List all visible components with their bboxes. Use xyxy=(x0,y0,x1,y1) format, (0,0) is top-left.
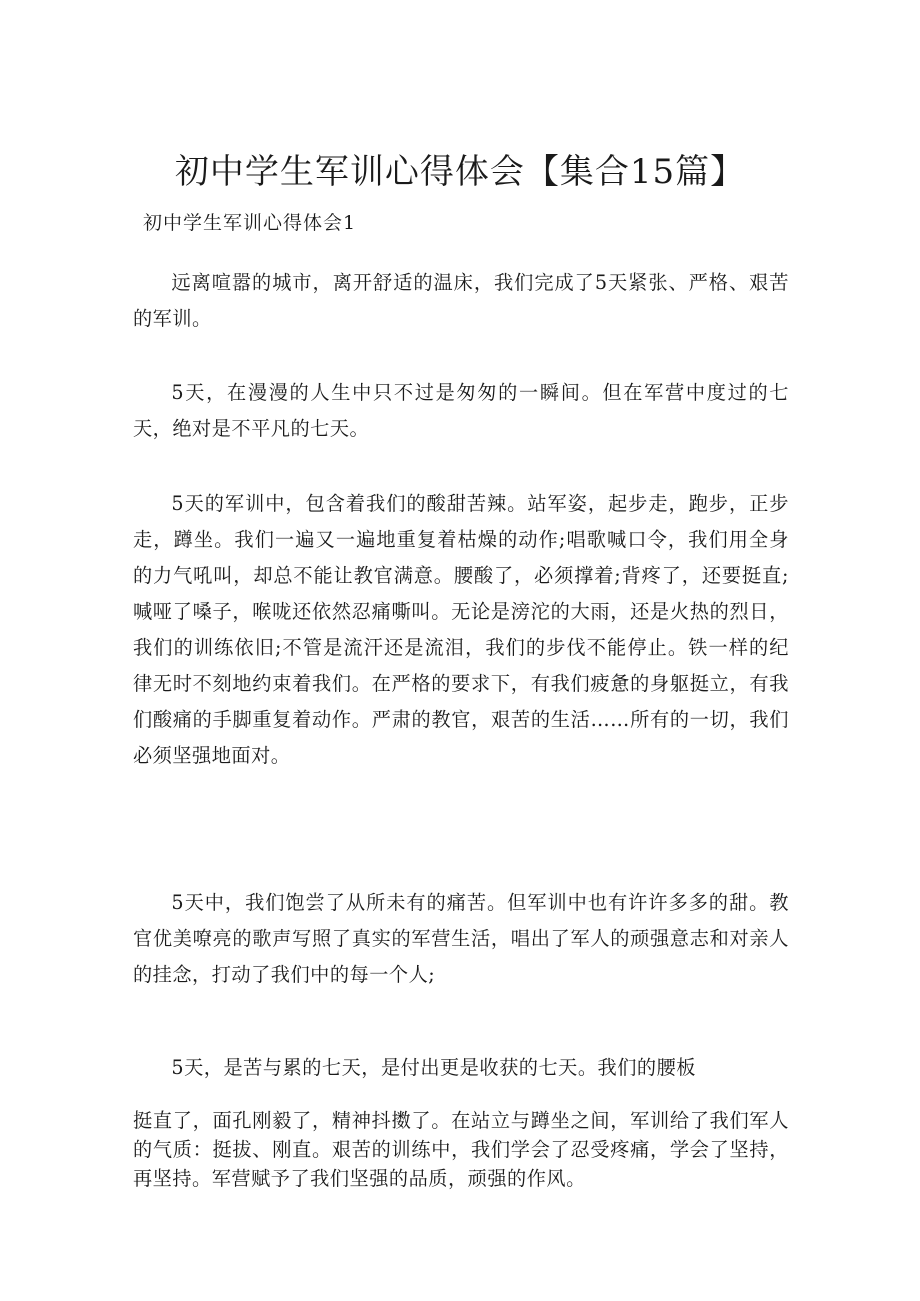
section-heading: 初中学生军训心得体会1 xyxy=(143,212,357,234)
paragraph: 5天中，我们饱尝了从所未有的痛苦。但军训中也有许许多多的甜。教官优美嘹亮的歌声写照了真实的军营生活，唱出了军人的顽强意志和对亲人的挂念，打动了我们中的每一个人; xyxy=(133,891,789,986)
document-title: 初中学生军训心得体会【集合15篇】 xyxy=(174,152,746,192)
paragraph: 5天的军训中，包含着我们的酸甜苦辣。站军姿，起步走，跑步，正步走，蹲坐。我们一遍又一遍地重复着枯燥的动作;唱歌喊口令，我们用全身的力气吼叫，却总不能让教官满意。腰酸了，必须撑着;背疼了，还要挺直;喊哑了嗓子，喉咙还依然忍痛嘶叫。无论是滂沱的大雨，还是火热的烈日，我们的训练依旧;不管是流汗还是流泪，我们的步伐不能停止。铁一样的纪律无时不刻地约束着我们。在严格的要求下，有我们疲惫的身躯挺立，有我们酸痛的手脚重复着动作。严肃的教官，艰苦的生活……所有的一切，我们必须坚强地面对。 xyxy=(133,492,789,767)
paragraph: 挺直了，面孔刚毅了，精神抖擞了。在站立与蹲坐之间，军训给了我们军人的气质：挺拔、刚直。艰苦的训练中，我们学会了忍受疼痛，学会了坚持，再坚持。军营赋予了我们坚强的品质，顽强的作风。 xyxy=(133,1109,789,1190)
paragraph: 5天，在漫漫的人生中只不过是匆匆的一瞬间。但在军营中度过的七天，绝对是不平凡的七天。 xyxy=(133,381,789,440)
paragraph: 远离喧嚣的城市，离开舒适的温床，我们完成了5天紧张、严格、艰苦的军训。 xyxy=(133,271,789,330)
paragraph: 5天，是苦与累的七天，是付出更是收获的七天。我们的腰板 xyxy=(171,1056,696,1079)
